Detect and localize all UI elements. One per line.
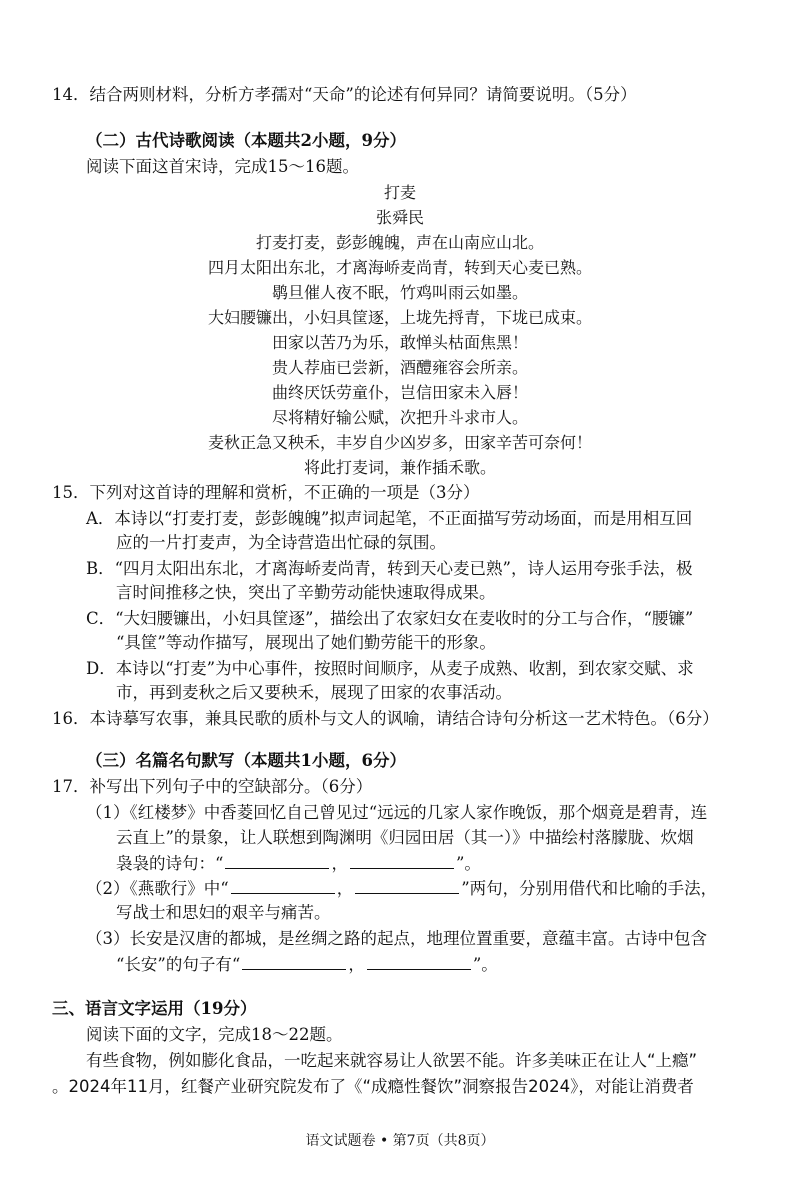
option-b-cont: 言时间推移之快，突出了辛勤劳动能快速取得成果。 bbox=[116, 583, 496, 602]
q17-part1-lead: 袅袅的诗句：“ bbox=[116, 854, 224, 873]
option-b: B．“四月太阳出东北，才离海峤麦尚青，转到天心麦已熟”，诗人运用夸张手法，极 bbox=[86, 559, 693, 578]
question-17-stem: 17．补写出下列句子中的空缺部分。（6分） bbox=[52, 777, 373, 796]
poem-line: 尽将精好输公赋，次把升斗求市人。 bbox=[271, 408, 528, 427]
poem-line: 鹖旦催人夜不眠，竹鸡叫雨云如墨。 bbox=[271, 283, 528, 302]
poem-line: 贵人荐庙已尝新，酒醴雍容会所亲。 bbox=[271, 358, 528, 377]
q17-part1-cont: 云直上”的景象，让人联想到陶渊明《归园田居（其一）》中描绘村落朦胧、炊烟 bbox=[116, 828, 694, 847]
poem-line: 四月太阳出东北，才离海峤麦尚青，转到天心麦已熟。 bbox=[207, 258, 592, 277]
poem-line: 麦秋正急又秧禾，丰岁自少凶岁多，田家辛苦可奈何！ bbox=[207, 433, 592, 452]
option-c: C．“大妇腰镰出，小妇具筐逐”，描绘出了农家妇女在麦收时的分工与合作，“腰镰” bbox=[86, 609, 694, 628]
passage-line: 。2024年11月，红餐产业研究院发布了《“成瘾性餐饮”洞察报告2024》，对能让消费者 bbox=[52, 1077, 694, 1096]
option-d: D．本诗以“打麦”为中心事件，按照时间顺序，从麦子成熟、收割，到农家交赋、求 bbox=[86, 659, 694, 678]
part-heading-language: 三、语言文字运用（19分） bbox=[52, 999, 257, 1018]
answer-blank-1[interactable] bbox=[225, 852, 329, 869]
comma: ， bbox=[336, 879, 354, 898]
poem-line: 打麦打麦，彭彭魄魄，声在山南应山北。 bbox=[255, 233, 544, 252]
option-a: A．本诗以“打麦打麦，彭彭魄魄”拟声词起笔，不正面描写劳动场面，而是用相互回 bbox=[86, 509, 693, 528]
q17-part2-lead: （2）《燕歌行》中“ bbox=[86, 879, 229, 898]
poem-line: 曲终厌饫劳童仆，岂信田家未入唇！ bbox=[271, 383, 528, 402]
q17-part2-cont: 写战士和思妇的艰辛与痛苦。 bbox=[116, 903, 331, 922]
q17-part3-close: ”。 bbox=[472, 955, 498, 974]
option-c-cont: “具筐”等动作描写，展现出了她们勤劳能干的形象。 bbox=[116, 633, 496, 652]
question-16: 16．本诗摹写农事，兼具民歌的质朴与文人的讽喻，请结合诗句分析这一艺术特色。（6分） bbox=[52, 709, 719, 728]
passage-line: 有些食物，例如膨化食品，一吃起来就容易让人欲罢不能。许多美味正在让人“上瘾” bbox=[86, 1051, 698, 1070]
comma: ， bbox=[331, 854, 348, 873]
q17-part1-close: ”。 bbox=[455, 854, 481, 873]
q17-part2 bbox=[86, 877, 717, 900]
poetry-intro: 阅读下面这首宋诗，完成15～16题。 bbox=[86, 157, 359, 176]
q17-part2-tail: ”两句，分别用借代和比喻的手法， bbox=[461, 879, 718, 898]
answer-blank-5[interactable] bbox=[242, 953, 346, 970]
answer-blank-4[interactable] bbox=[355, 877, 459, 894]
page-footer: 语文试题卷 • 第7页（共8页） bbox=[305, 1133, 495, 1149]
section-heading-dictation: （三）名篇名句默写（本题共1小题，6分） bbox=[86, 751, 406, 770]
poem-line: 大妇腰镰出，小妇具筐逐，上垅先捋青，下垅已成束。 bbox=[207, 308, 592, 327]
q17-part1: （1）《红楼梦》中香菱回忆自己曾见过“远远的几家人家作晚饭，那个烟竟是碧青，连 bbox=[86, 803, 708, 822]
q17-part1-blanks bbox=[116, 852, 481, 875]
language-intro: 阅读下面的文字，完成18～22题。 bbox=[86, 1025, 343, 1044]
answer-blank-6[interactable] bbox=[367, 953, 471, 970]
q17-part3-blanks bbox=[116, 953, 498, 976]
poem-title: 打麦 bbox=[383, 183, 416, 202]
question-15-stem: 15．下列对这首诗的理解和赏析，不正确的一项是（3分） bbox=[52, 483, 480, 502]
answer-blank-2[interactable] bbox=[350, 852, 454, 869]
q17-part3: （3）长安是汉唐的都城，是丝绸之路的起点，地理位置重要，意蕴丰富。古诗中包含 bbox=[86, 929, 707, 948]
poem-author: 张舜民 bbox=[375, 208, 424, 227]
comma: ， bbox=[348, 955, 365, 974]
poem-line: 将此打麦词，兼作插禾歌。 bbox=[303, 458, 496, 477]
q17-part3-lead: “长安”的句子有“ bbox=[116, 955, 241, 974]
section-heading-poetry: （二）古代诗歌阅读（本题共2小题，9分） bbox=[86, 131, 406, 150]
option-d-cont: 市，再到麦秋之后又要秧禾，展现了田家的农事活动。 bbox=[116, 683, 512, 702]
question-14: 14．结合两则材料，分析方孝孺对“天命”的论述有何异同？请简要说明。（5分） bbox=[52, 85, 637, 104]
option-a-cont: 应的一片打麦声，为全诗营造出忙碌的氛围。 bbox=[116, 533, 446, 552]
answer-blank-3[interactable] bbox=[231, 877, 335, 894]
poem-line: 田家以苦乃为乐，敢惮头枯面焦黑！ bbox=[271, 333, 528, 352]
